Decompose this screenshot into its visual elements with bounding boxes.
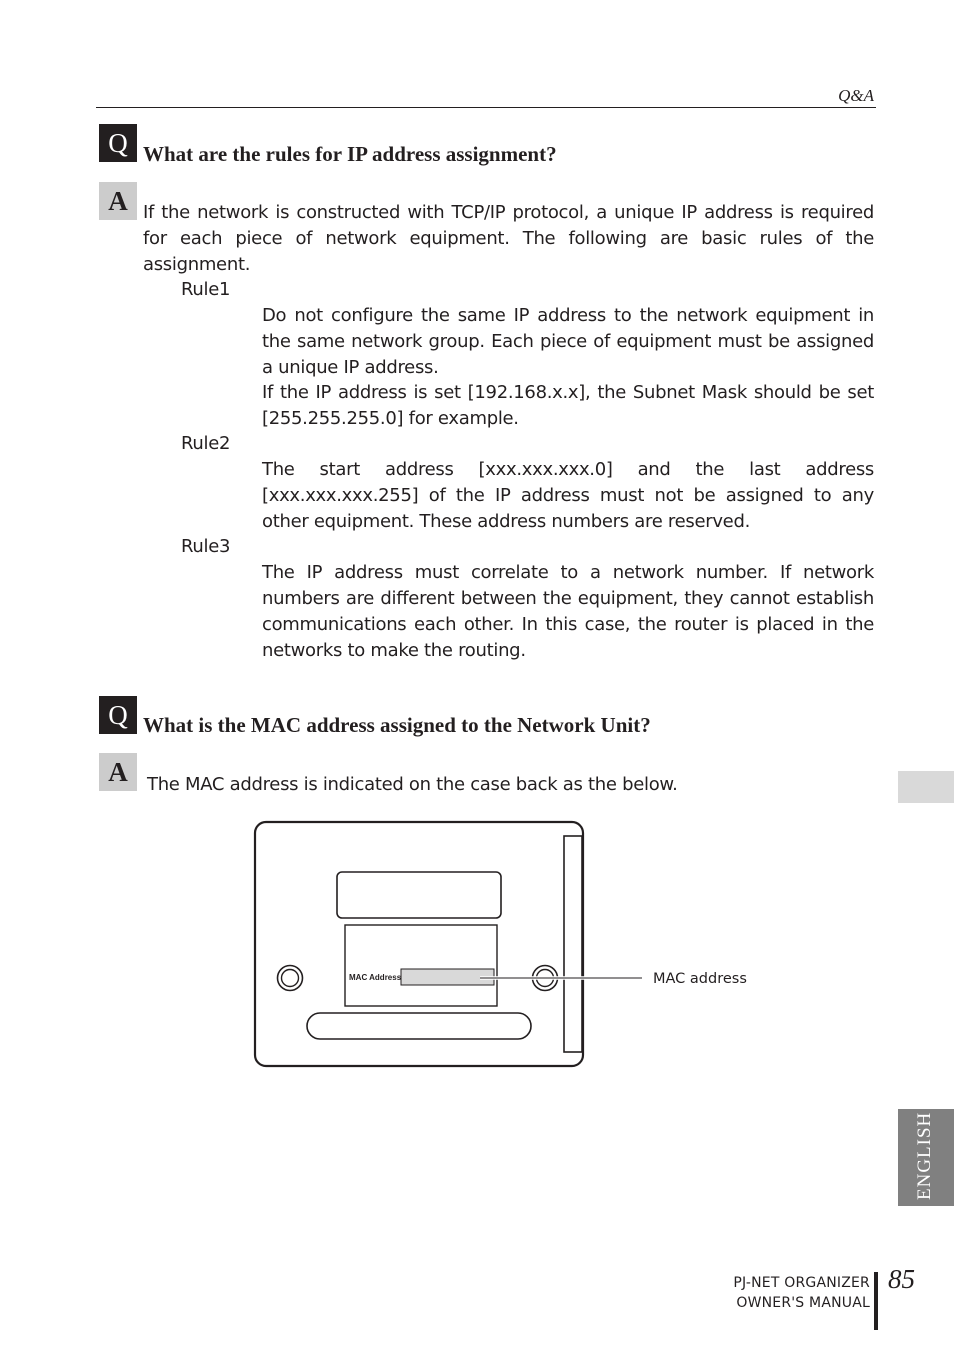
case-side-rail [564, 836, 582, 1052]
sticker-label: MAC Address [349, 973, 402, 982]
rule-label: Rule1 [181, 279, 231, 300]
label-window [337, 872, 501, 918]
question-1-title: What are the rules for IP address assignment? [143, 142, 557, 166]
language-tab-label: ENGLISH [914, 1111, 935, 1200]
case-slot [307, 1013, 531, 1039]
rule-label: Rule3 [181, 536, 231, 557]
rule-2-text: The start address [xxx.xxx.xxx.0] and the last address [xxx.xxx.xxx.255] of the IP address must not be assigned to any other equipment. These address numbers are reserved. [262, 459, 874, 532]
rule-1-text: Do not configure the same IP address to the network equipment in the same network group. Each piece of equipment must be assigned a unique IP address. [262, 305, 874, 378]
footer-line-2: OWNER'S MANUAL [736, 1295, 870, 1311]
rule-label: Rule2 [181, 433, 231, 454]
sticker-frame [345, 925, 497, 1006]
screw-left-inner [282, 970, 299, 987]
rule-1-example: If the IP address is set [192.168.x.x], the Subnet Mask should be set [255.255.255.0] for example. [262, 382, 874, 429]
question-marker: Q [99, 124, 137, 162]
header-rule [96, 107, 876, 108]
answer-marker: A [99, 182, 137, 220]
page-number: 85 [888, 1264, 915, 1294]
footer-divider [874, 1272, 878, 1330]
answer-1-intro: If the network is constructed with TCP/IP protocol, a unique IP address is required for each piece of network equipment. The following are basic rules of the assignment. [143, 202, 874, 275]
case-back-diagram [250, 818, 770, 1073]
answer-2-text: The MAC address is indicated on the case back as the below. [147, 774, 678, 795]
section-label: Q&A [838, 86, 874, 105]
question-2-title: What is the MAC address assigned to the Network Unit? [143, 713, 651, 737]
mac-address-callout: MAC address [653, 971, 747, 987]
footer-line-1: PJ-NET ORGANIZER [733, 1275, 870, 1291]
question-marker: Q [99, 696, 137, 734]
language-tab [898, 1109, 954, 1206]
answer-marker: A [99, 753, 137, 791]
footer-title [733, 1275, 870, 1311]
rule-3-text: The IP address must correlate to a network number. If network numbers are different between the equipment, they cannot establish communications each other. In this case, the router is placed in the networks to make the routing. [262, 562, 874, 661]
side-tab [898, 771, 954, 803]
